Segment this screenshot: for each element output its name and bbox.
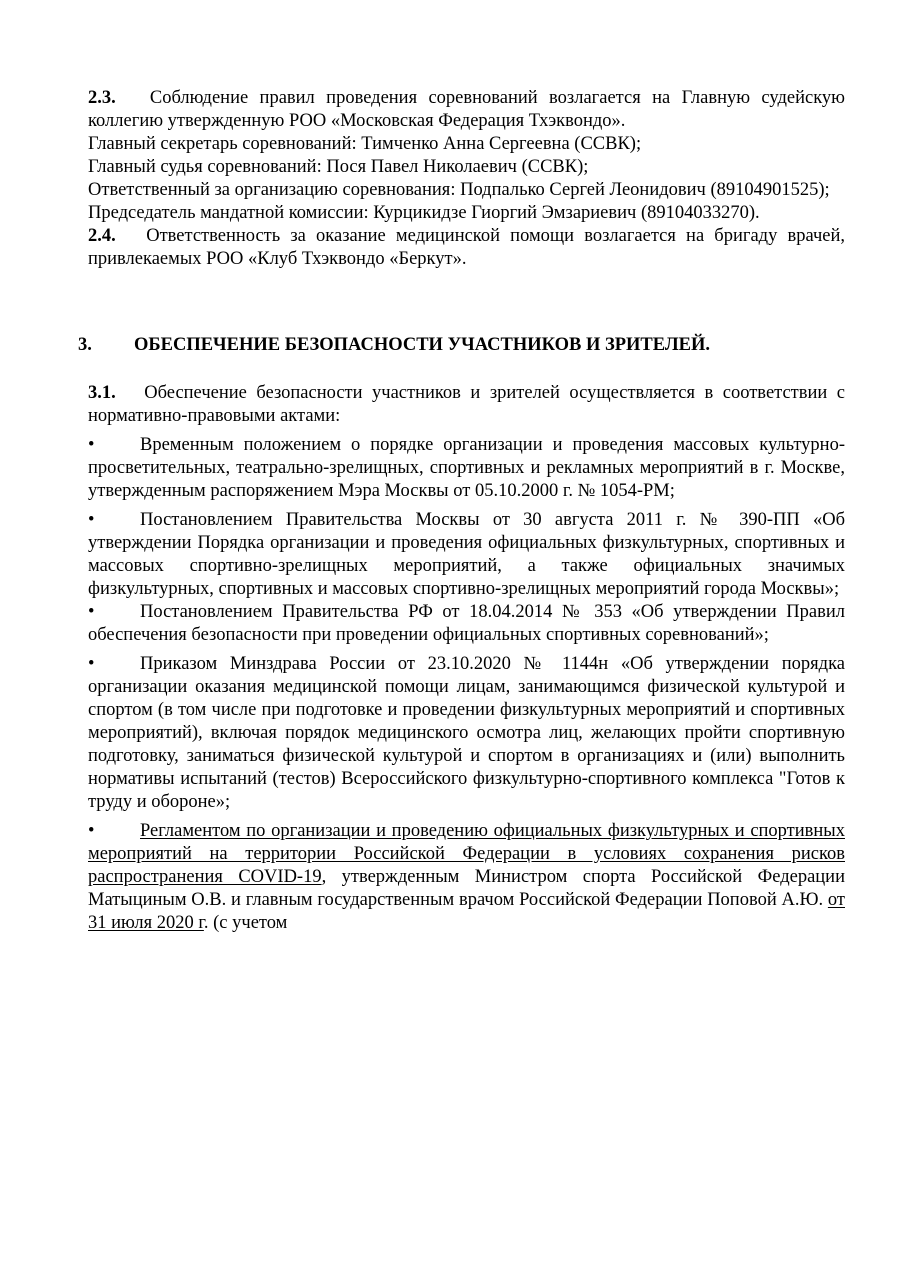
- paragraph-text: Соблюдение правил проведения соревнований возлагается на Главную судейскую коллегию утвержденную РОО «Московская Федерация Тхэквондо».: [88, 88, 845, 131]
- bullet-icon: •: [88, 602, 95, 622]
- bullet-item: [88, 509, 845, 601]
- bullet-text: Приказом Минздрава России от 23.10.2020 № 1144н «Об утверждении порядка организации оказания медицинской помощи лицам, занимающимся физической культурой и спортом (в том числе при подготовке и проведении физкультурных мероприятий и спортивных мероприятий), включая порядок медицинского осмотра лиц, желающих пройти спортивную подготовку, заниматься физической культурой и спортом в организациях и (или) выполнить нормативы испытаний (тестов) Всероссийского физкультурно-спортивного комплекса "Готов к труду и обороне»;: [88, 654, 845, 812]
- paragraph-number: 3.1.: [88, 383, 116, 403]
- bullet-item: [88, 434, 845, 503]
- bullet-item: [88, 601, 845, 647]
- bullet-text: Постановлением Правительства РФ от 18.04.2014 № 353 «Об утверждении Правил обеспечения безопасности при проведении официальных спортивных соревнований»;: [88, 602, 845, 645]
- bullet-text: Временным положением о порядке организации и проведения массовых культурно-просветительных, театрально-зрелищных, спортивных и рекламных мероприятий в г. Москве, утвержденным распоряжением Мэра Москвы от 05.10.2000 г. № 1054-РМ;: [88, 435, 845, 501]
- section-title: ОБЕСПЕЧЕНИЕ БЕЗОПАСНОСТИ УЧАСТНИКОВ И ЗРИТЕЛЕЙ.: [134, 335, 710, 355]
- bullet-icon: •: [88, 654, 95, 674]
- paragraph-number: 2.4.: [88, 226, 116, 246]
- section-3-heading: [78, 334, 845, 357]
- bullet-item: [88, 820, 845, 935]
- bullet-icon: •: [88, 510, 95, 530]
- line-organizer: Ответственный за организацию соревнования: Подпалько Сергей Леонидович (89104901525);: [88, 180, 830, 200]
- paragraph-text: Ответственность за оказание медицинской помощи возлагается на бригаду врачей, привлекаемых РОО «Клуб Тхэквондо «Беркут».: [88, 226, 845, 269]
- paragraph-number: 2.3.: [88, 88, 116, 108]
- paragraph-2-4: [88, 225, 845, 271]
- line-mandate-chairman: Председатель мандатной комиссии: Курцикидзе Гиоргий Эмзариевич (89104033270).: [88, 203, 760, 223]
- line-chief-secretary: Главный секретарь соревнований: Тимченко Анна Сергеевна (ССВК);: [88, 134, 642, 154]
- section-number: 3.: [78, 335, 92, 355]
- bullet-item: [88, 653, 845, 814]
- line-chief-judge: Главный судья соревнований: Пося Павел Николаевич (ССВК);: [88, 157, 589, 177]
- date-link[interactable]: от 31 июля 2020 г: [88, 890, 845, 933]
- paragraph-text: Обеспечение безопасности участников и зрителей осуществляется в соответствии с нормативно-правовыми актами:: [88, 383, 846, 426]
- bullet-text: , утвержденным Министром спорта Российской Федерации Матыциным О.В. и главным государственным врачом Российской Федерации Поповой А.Ю.: [88, 867, 845, 910]
- regulation-link[interactable]: Регламентом по организации и проведению официальных физкультурных и спортивных мероприятий на территории Российской Федерации в условиях сохранения рисков распространения COVID-19: [88, 821, 845, 887]
- bullet-text-tail: . (с учетом: [203, 913, 288, 933]
- bullet-text: Постановлением Правительства Москвы от 30 августа 2011 г. № 390-ПП «Об утверждении Порядка организации и проведения официальных физкультурных, спортивных и массовых спортивно-зрелищных мероприятий, а также официальных значимых физкультурных, спортивных и массовых спортивно-зрелищных мероприятий города Москвы»;: [88, 510, 845, 599]
- paragraph-2-3: [88, 87, 845, 133]
- bullet-icon: •: [88, 821, 95, 841]
- paragraph-3-1: [88, 382, 845, 428]
- bullet-icon: •: [88, 435, 95, 455]
